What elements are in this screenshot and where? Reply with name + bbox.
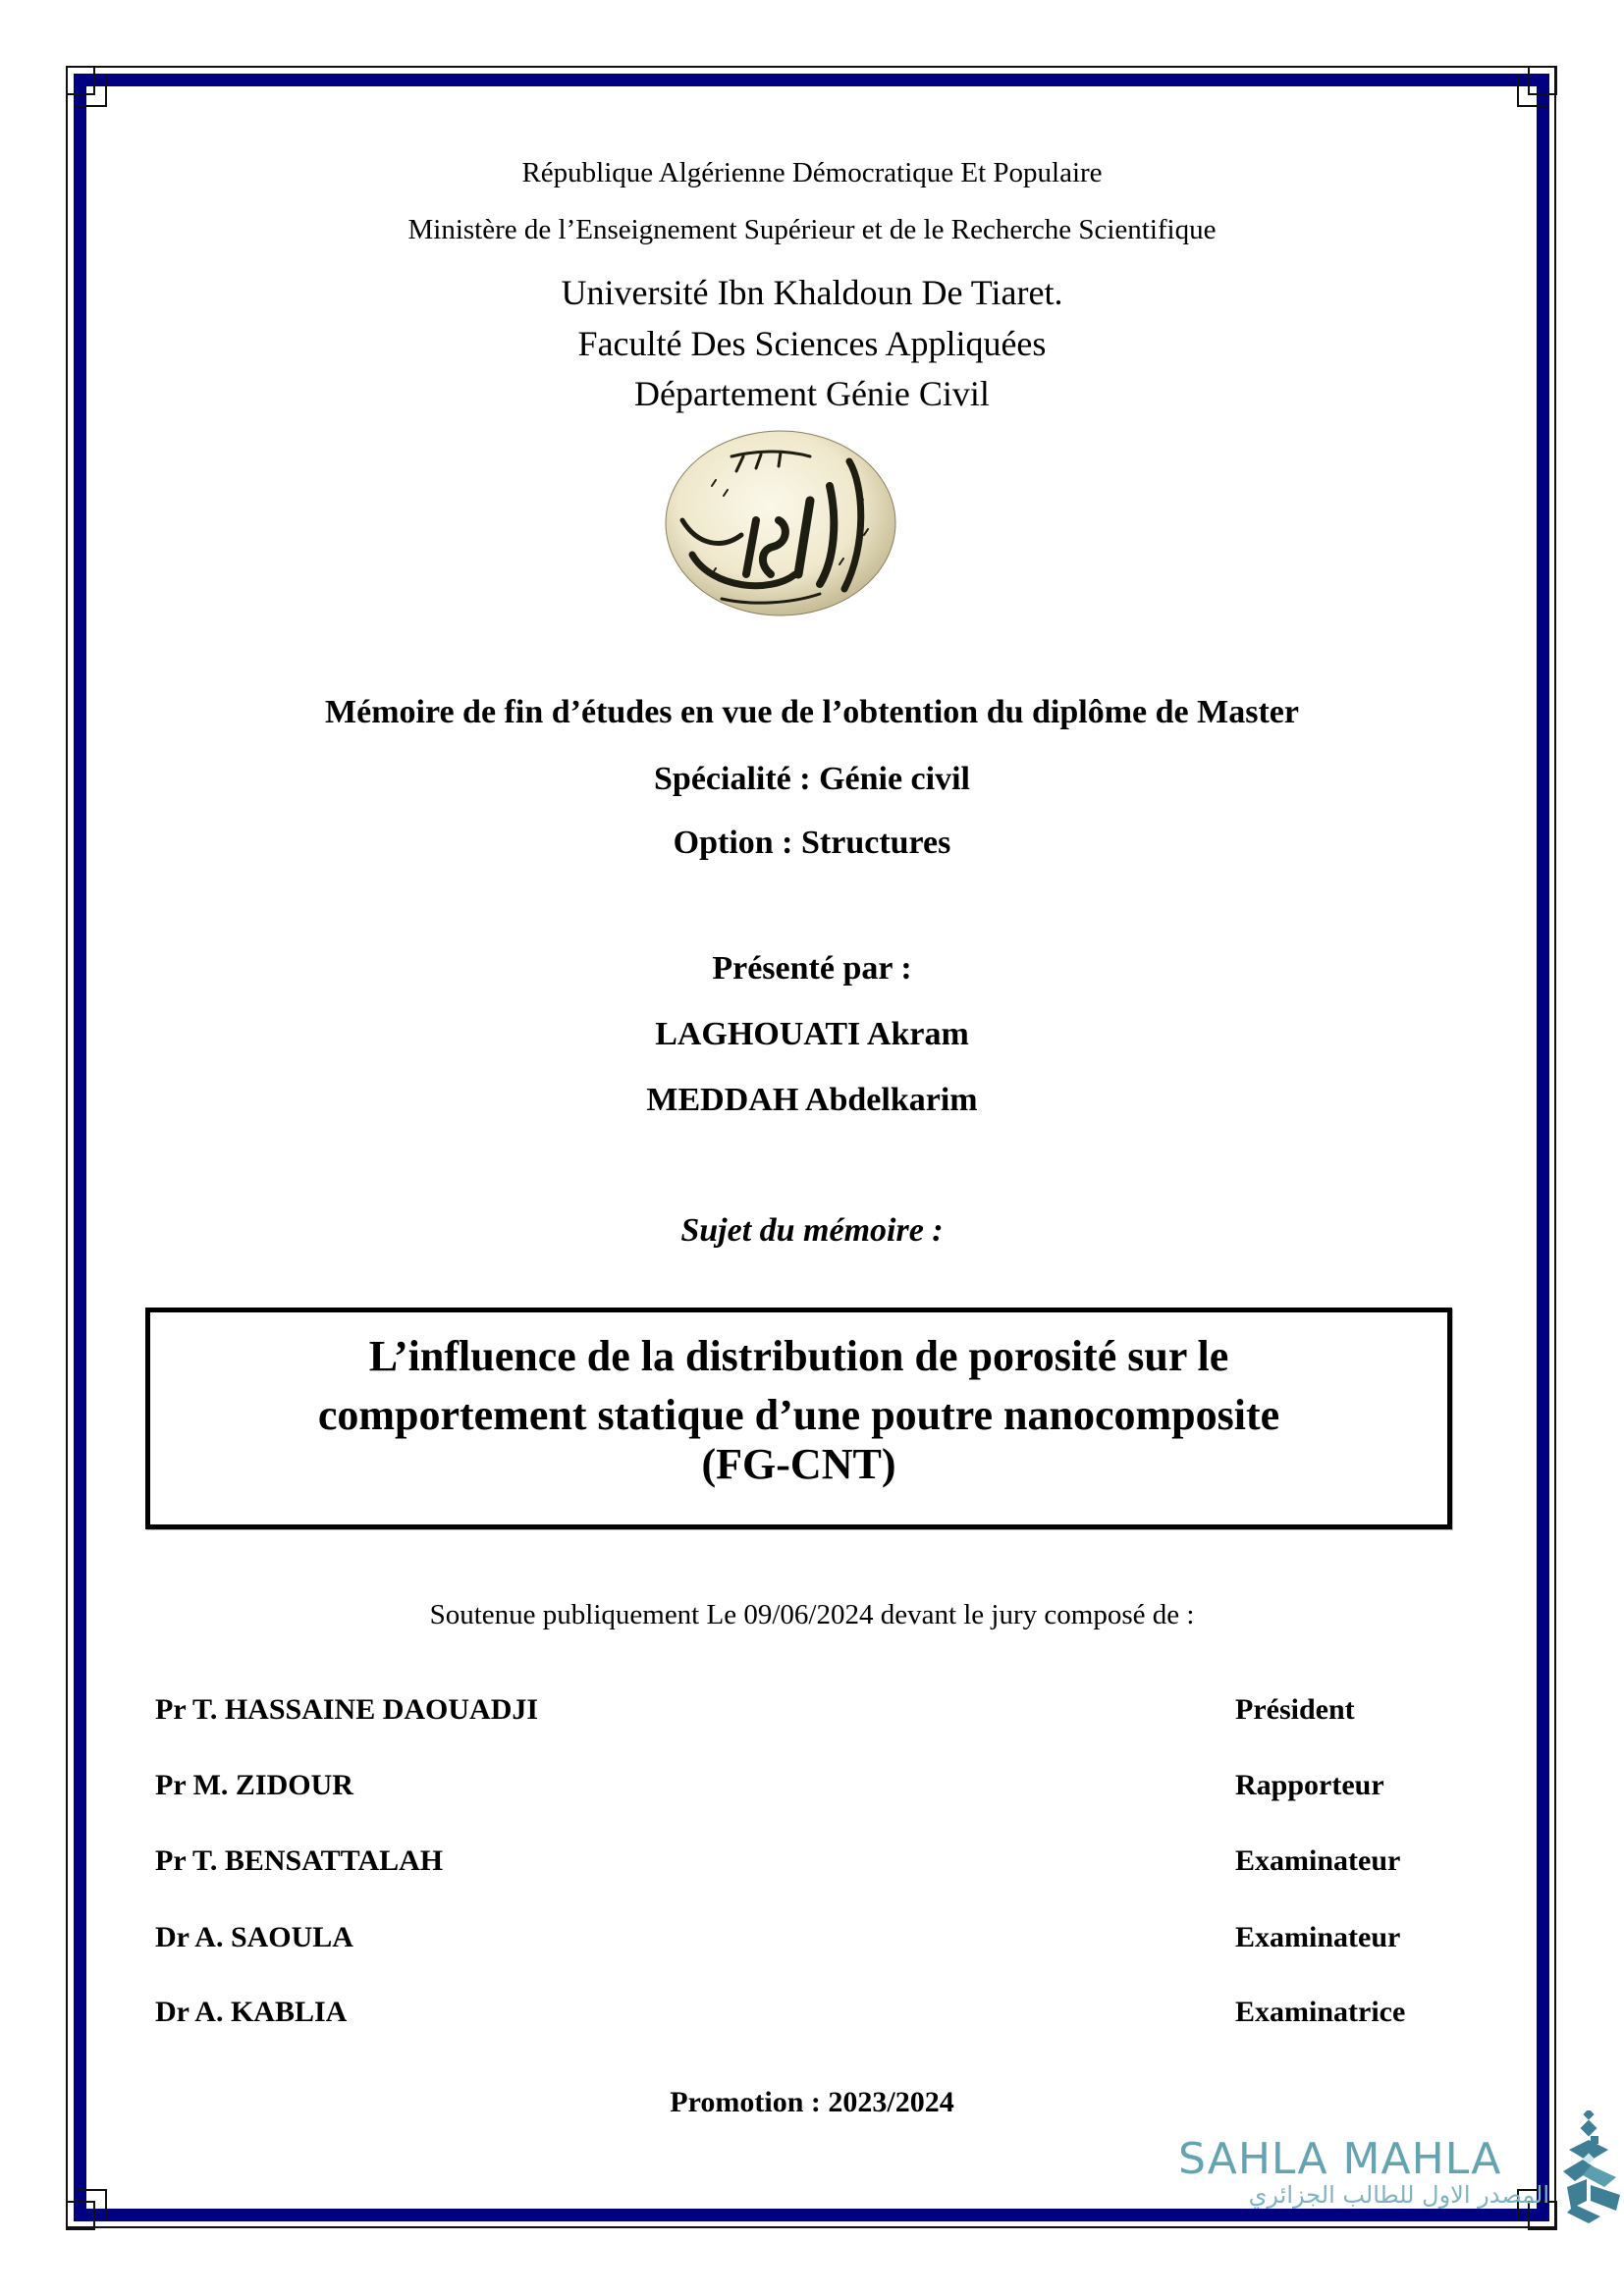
jury-member-role: Examinatrice bbox=[1235, 1996, 1406, 2028]
thesis-title-line: comportement statique d’une poutre nanocomposite bbox=[317, 1391, 1280, 1439]
jury-row bbox=[155, 1998, 1530, 2033]
jury-member-role: Examinateur bbox=[1235, 1844, 1401, 1877]
jury-member-name: Dr A. SAOULA bbox=[155, 1921, 353, 1953]
university-name: Université Ibn Khaldoun De Tiaret. bbox=[561, 273, 1063, 312]
memoire-heading: Mémoire de fin d’études en vue de l’obtention du diplôme de Master bbox=[325, 694, 1299, 730]
defense-statement: Soutenue publiquement Le 09/06/2024 devant le jury composé de : bbox=[429, 1599, 1195, 1630]
department-name: Département Génie Civil bbox=[634, 374, 990, 413]
option-label: Option : Structures bbox=[673, 825, 951, 861]
specialite-label: Spécialité : Génie civil bbox=[654, 761, 970, 797]
author-name: MEDDAH Abdelkarim bbox=[646, 1082, 978, 1118]
jury-member-role: Président bbox=[1235, 1693, 1355, 1726]
republic-heading: République Algérienne Démocratique Et Populaire bbox=[521, 157, 1103, 188]
jury-member-name: Pr M. ZIDOUR bbox=[155, 1769, 353, 1801]
jury-member-role: Rapporteur bbox=[1235, 1769, 1384, 1801]
promotion-label: Promotion : 2023/2024 bbox=[670, 2086, 954, 2118]
jury-row bbox=[155, 1695, 1530, 1731]
jury-member-name: Pr T. HASSAINE DAOUADJI bbox=[155, 1693, 539, 1726]
watermark-subtitle: المصدر الاول للطالب الجزائري bbox=[1248, 2181, 1549, 2209]
corner-ornament-top-right-inner bbox=[1517, 77, 1547, 107]
ministry-heading: Ministère de l’Enseignement Supérieur et de le Recherche Scientifique bbox=[407, 214, 1217, 245]
jury-member-name: Pr T. BENSATTALAH bbox=[155, 1844, 444, 1877]
jury-row bbox=[155, 1846, 1530, 1882]
corner-ornament-top-left-inner bbox=[77, 77, 107, 107]
thesis-title-line: L’influence de la distribution de porosité sur le bbox=[368, 1332, 1229, 1380]
university-logo-icon bbox=[663, 427, 898, 618]
corner-ornament-bottom-left-inner bbox=[77, 2189, 107, 2219]
jury-row bbox=[155, 1923, 1530, 1958]
jury-row bbox=[155, 1771, 1530, 1806]
jury-member-role: Examinateur bbox=[1235, 1921, 1401, 1953]
thesis-title bbox=[150, 1334, 1447, 1487]
jury-member-name: Dr A. KABLIA bbox=[155, 1996, 348, 2028]
subject-label: Sujet du mémoire : bbox=[680, 1212, 944, 1249]
thesis-title-line: (FG-CNT) bbox=[701, 1440, 896, 1488]
faculty-name: Faculté Des Sciences Appliquées bbox=[577, 324, 1047, 363]
thesis-title-box bbox=[145, 1308, 1452, 1529]
sahla-mahla-logo-icon bbox=[1561, 2110, 1624, 2223]
author-name: LAGHOUATI Akram bbox=[655, 1016, 969, 1052]
watermark-title: SAHLA MAHLA bbox=[1178, 2134, 1502, 2184]
presented-by-label: Présenté par : bbox=[712, 950, 912, 987]
